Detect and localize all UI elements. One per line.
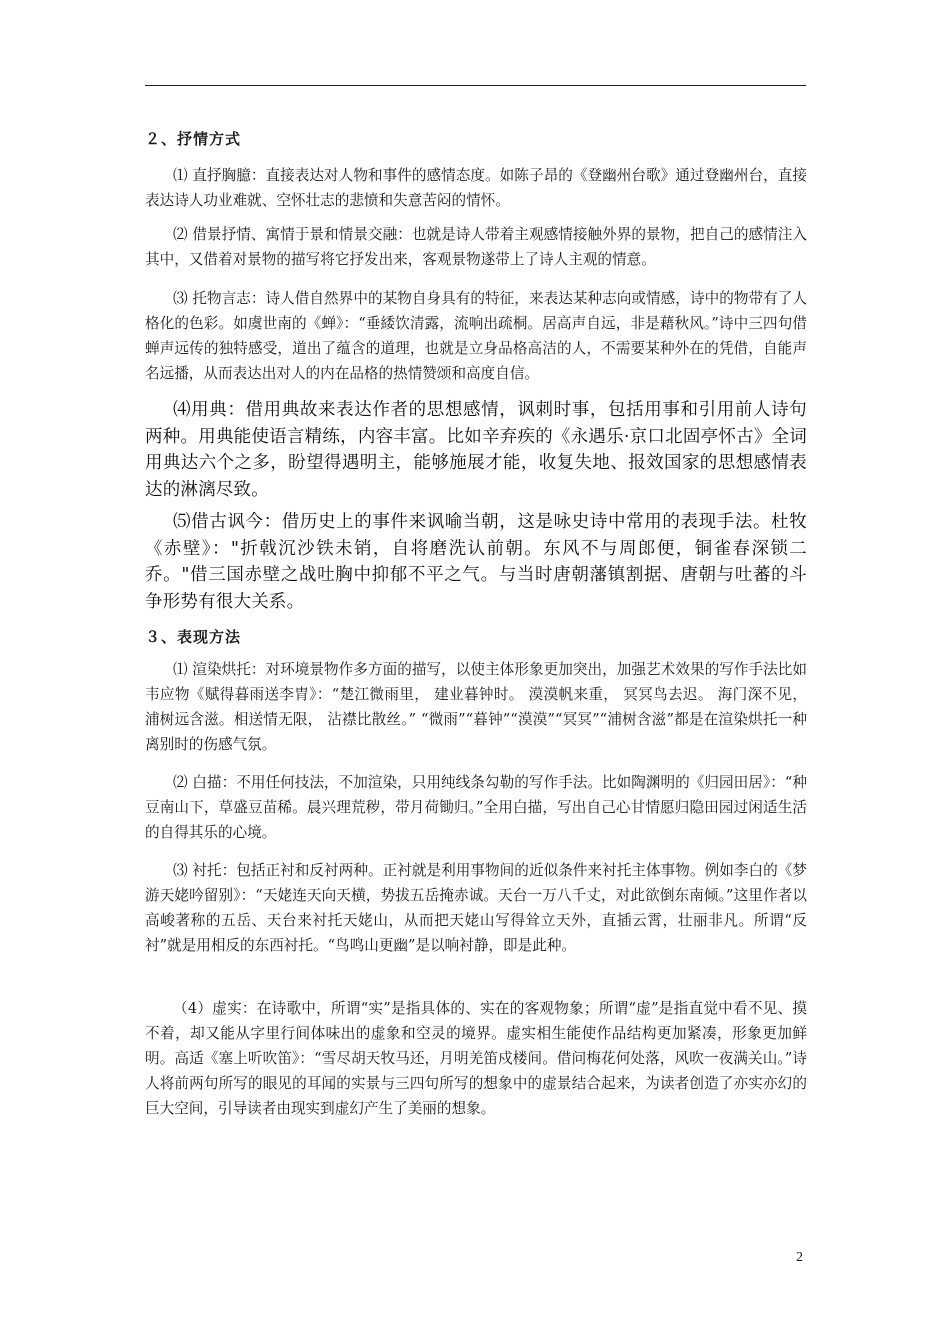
- paragraph-direct-expression: ⑴ 直抒胸臆：直接表达对人物和事件的感情态度。如陈子昂的《登幽州台歌》通过登幽州台，直接表达诗人功业难就、空怀壮志的悲愤和失意苦闷的情怀。: [145, 167, 807, 209]
- paragraph-allusion: ⑷用典：借用典故来表达作者的思想感情，讽刺时事，包括用事和引用前人诗句两种。用典能使语言精练，内容丰富。比如辛弃疾的《永遇乐·京口北固亭怀古》全词用典达六个之多，盼望得遇明主，能够施展才能，收复失地、报效国家的思想感情表达的淋漓尽致。: [145, 400, 807, 500]
- paragraph-virtual-real: （4）虚实：在诗歌中，所谓“实”是指具体的、实在的客观物象；所谓“虚”是指直觉中看不见、摸不着，却又能从字里行间体味出的虚象和空灵的境界。虚实相生能使作品结构更加紧凑，形象更加鲜明。高适《塞上听吹笛》：“雪尽胡天牧马还，月明羌笛戍楼间。借问梅花何处落，风吹一夜满关山。”诗人将前两句所写的眼见的耳闻的实景与三四句所写的想象中的虚景结合起来，为读者创造了亦实亦幻的巨大空间，引导读者由现实到虚幻产生了美丽的想象。: [145, 1000, 807, 1117]
- page-number: 2: [796, 1250, 803, 1265]
- paragraph-plain-sketch: ⑵ 白描：不用任何技法，不加渲染，只用纯线条勾勒的写作手法。比如陶渊明的《归园田居》：“种豆南山下，草盛豆苗稀。晨兴理荒秽，带月荷锄归。”全用白描，写出自己心甘情愿归隐田园过闲适生活的自得其乐的心境。: [145, 774, 807, 841]
- header-rule: [145, 85, 806, 86]
- paragraph-rendering: ⑴ 渲染烘托：对环境景物作多方面的描写，以使主体形象更加突出，加强艺术效果的写作手法比如韦应物《赋得暮雨送李胄》：“楚江微雨里， 建业暮钟时。 漠漠帆来重， 冥冥鸟去迟。 海门深不见， 浦树远含滋。相送情无限， 沾襟比散丝。” “微雨”“暮钟”“漠漠”“冥冥”“浦树含滋”都是在渲染烘托一种离别时的伤感气氛。: [145, 661, 807, 753]
- paragraph-contrast: ⑶ 衬托：包括正衬和反衬两种。正衬就是利用事物间的近似条件来衬托主体事物。例如李白的《梦游天姥吟留别》：“天姥连天向天横，势拔五岳掩赤诚。天台一万八千丈，对此欲倒东南倾。”这里作者以高峻著称的五岳、天台来衬托天姥山，从而把天姥山写得耸立天外，直插云霄，壮丽非凡。所谓“反衬”就是用相反的东西衬托。“鸟鸣山更幽”是以响衬静，即是此种。: [145, 862, 807, 954]
- paragraph-ancient-satire: ⑸借古讽今：借历史上的事件来讽喻当朝，这是咏史诗中常用的表现手法。杜牧《赤壁》："折戟沉沙铁未销，自将磨洗认前朝。东风不与周郎便，铜雀春深锁二乔。"借三国赤壁之战吐胸中抑郁不平之气。与当时唐朝藩镇割据、唐朝与吐蕃的斗争形势有很大关系。: [145, 512, 807, 612]
- section-heading-lyrical: ２、抒情方式: [145, 130, 242, 148]
- paragraph-scene-emotion: ⑵ 借景抒情、寓情于景和情景交融：也就是诗人带着主观感情接触外界的景物，把自己的感情注入其中，又借着对景物的描写将它抒发出来，客观景物遂带上了诗人主观的情意。: [145, 226, 807, 268]
- paragraph-object-aspiration: ⑶ 托物言志：诗人借自然界中的某物自身具有的特征，来表达某种志向或情感，诗中的物带有了人格化的色彩。如虞世南的《蝉》：“垂緌饮清露，流响出疏桐。居高声自远，非是藉秋风。”诗中三四句借蝉声远传的独特感受，道出了蕴含的道理，也就是立身品格高洁的人，不需要某种外在的凭借，自能声名远播，从而表达出对人的内在品格的热情赞颂和高度自信。: [145, 290, 807, 382]
- section-heading-methods: ３、表现方法: [145, 628, 242, 646]
